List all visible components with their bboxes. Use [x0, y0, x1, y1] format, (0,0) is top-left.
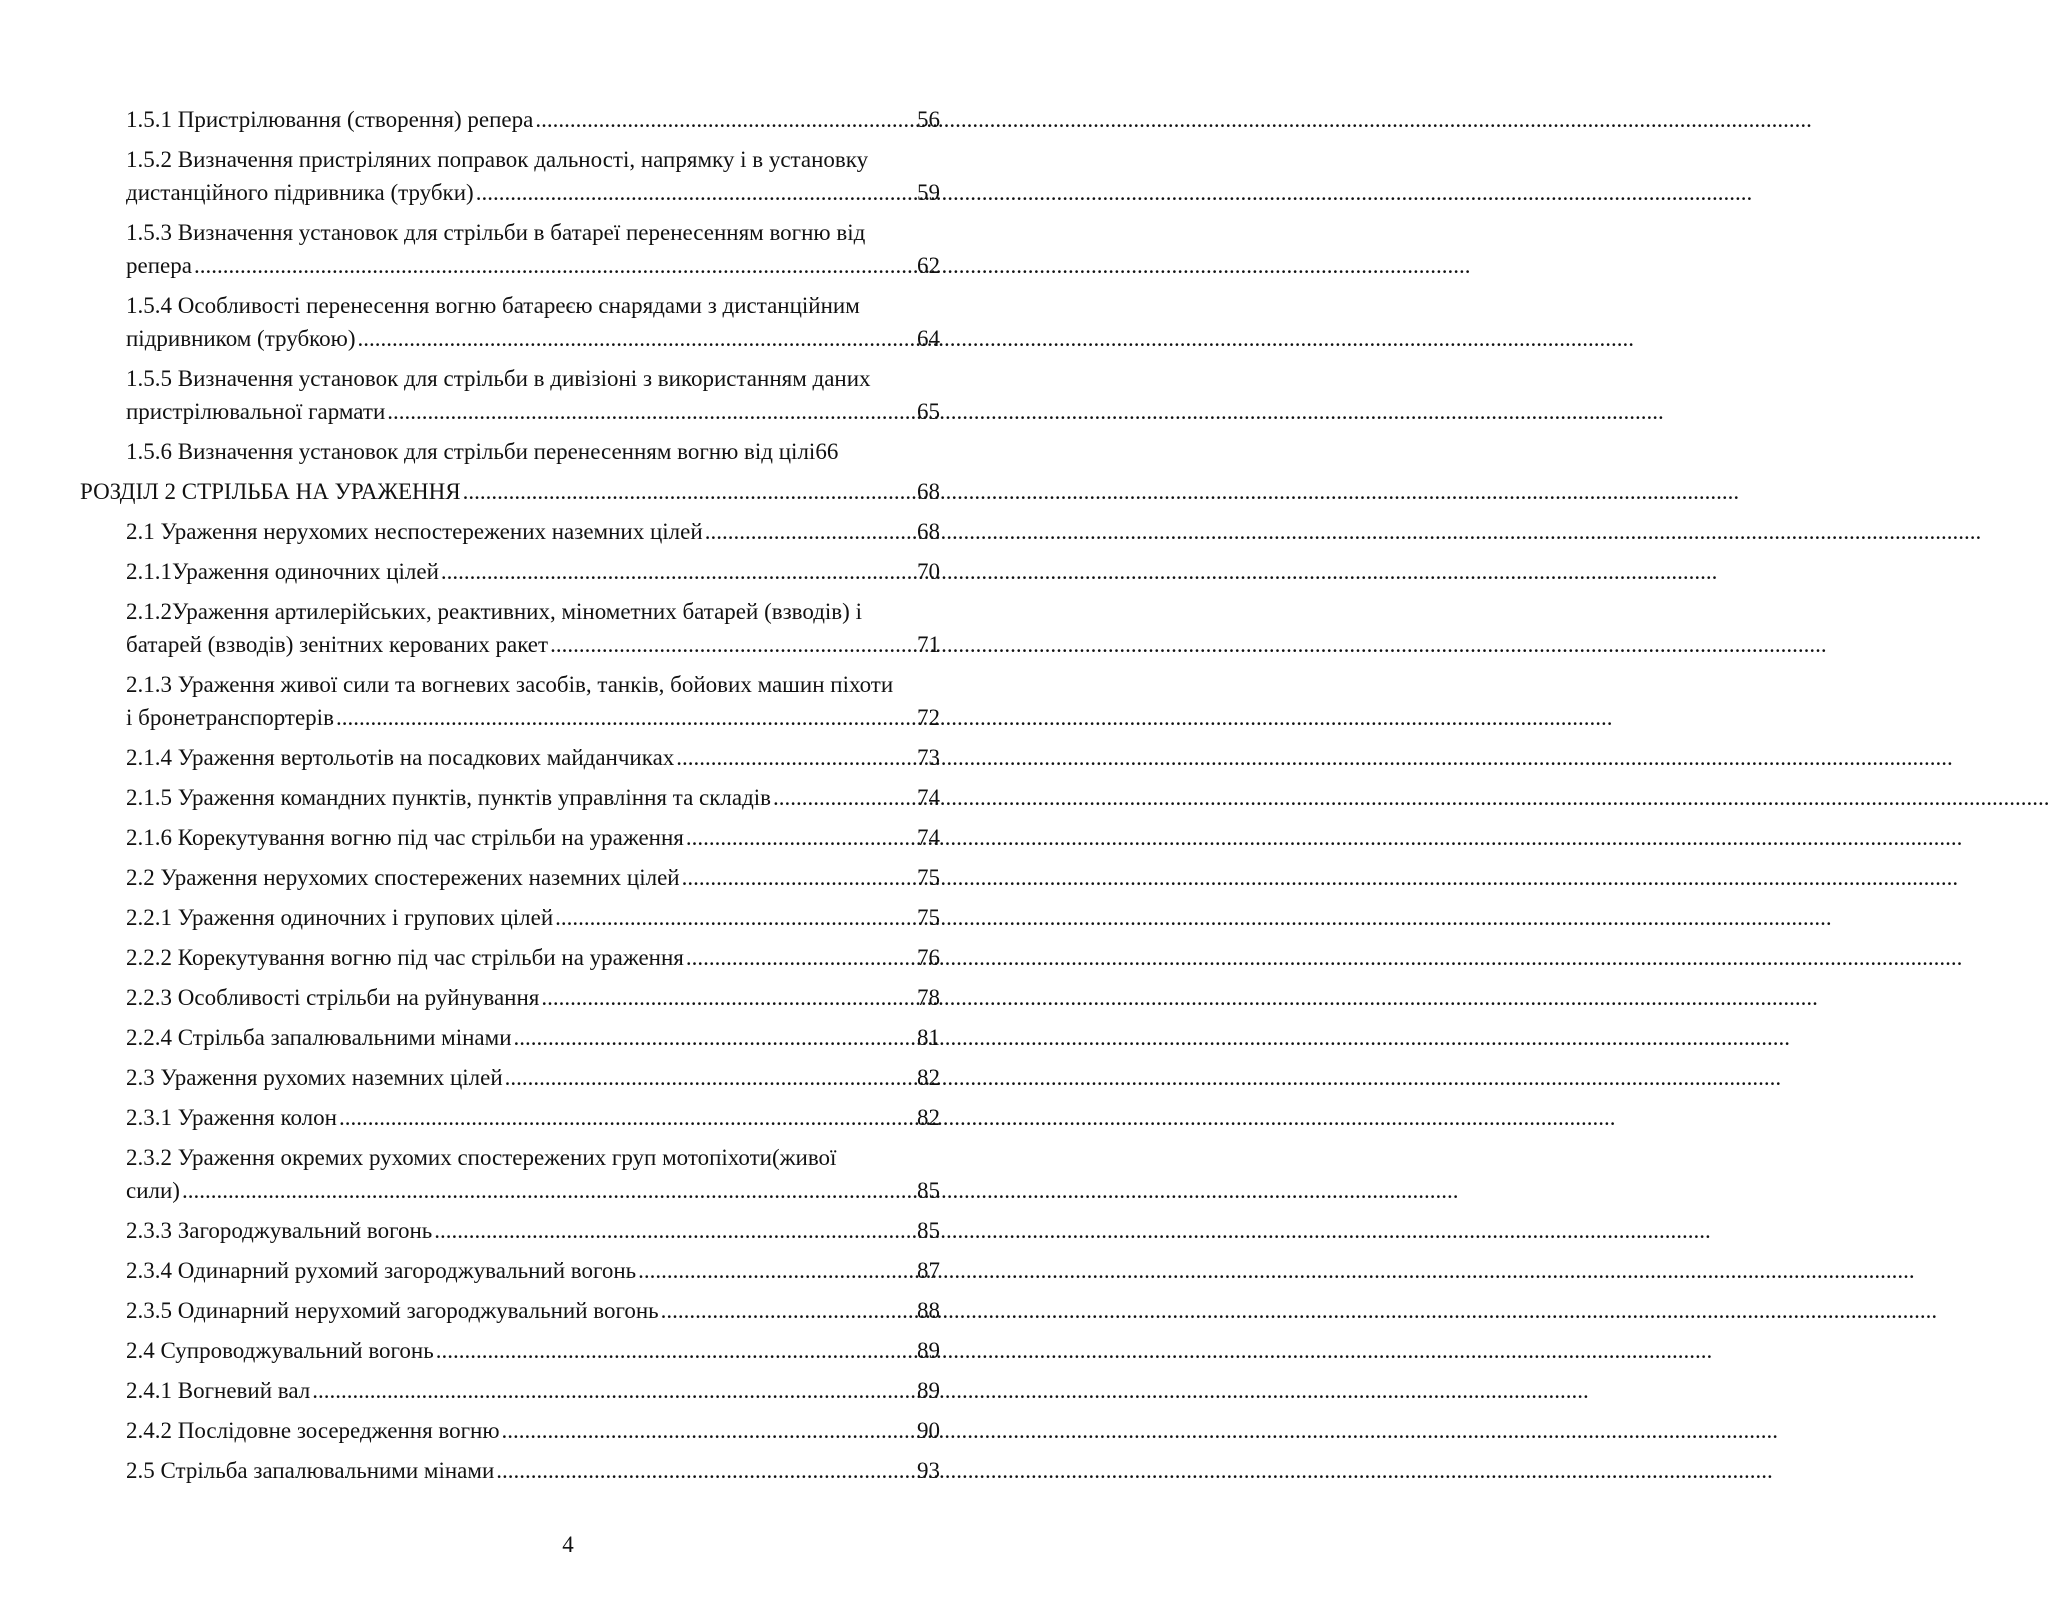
toc-entry-title: 2.1.1Ураження одиночних цілей [126, 559, 439, 584]
toc-page-number: 65 [917, 399, 940, 424]
toc-entry[interactable] [126, 1294, 940, 1327]
toc-entry-title: 2.1.5 Ураження командних пунктів, пунктів управління та складів [126, 785, 772, 810]
toc-leader-dots [441, 555, 915, 588]
toc-entry[interactable] [126, 435, 940, 468]
toc-entry-title: підривником (трубкою) [126, 326, 356, 351]
toc-leader-dots [436, 1334, 915, 1367]
toc-entry-title: 2.4 Супроводжувальний вогонь [126, 1338, 434, 1363]
toc-leader-dots [535, 103, 915, 136]
toc-leader-dots [336, 701, 915, 734]
toc-entry[interactable] [126, 941, 940, 974]
table-of-contents [80, 103, 940, 1494]
toc-entry[interactable] [126, 1141, 940, 1207]
toc-entry[interactable] [126, 781, 940, 814]
toc-entry-line: 1.5.4 Особливості перенесення вогню батареєю снарядами з дистанційним [126, 293, 860, 318]
toc-page-number: 72 [917, 705, 940, 730]
toc-page-number: 85 [917, 1178, 940, 1203]
toc-page-number: 62 [917, 253, 940, 278]
toc-entry-title: 2.2 Ураження нерухомих спостережених наземних цілей [126, 865, 680, 890]
toc-leader-dots [541, 981, 915, 1014]
toc-page-number: 68 [917, 479, 940, 504]
toc-page-number: 71 [917, 632, 940, 657]
toc-leader-dots [661, 1294, 915, 1327]
toc-entry-line: 2.1.3 Ураження живої сили та вогневих засобів, танків, бойових машин піхоти [126, 672, 894, 697]
toc-entry[interactable] [126, 861, 940, 894]
toc-entry-title: 2.3.4 Одинарний рухомий загороджувальний вогонь [126, 1258, 637, 1283]
toc-page-number: 74 [917, 825, 940, 850]
toc-page-number: 59 [917, 180, 940, 205]
toc-leader-dots [555, 901, 915, 934]
toc-page-number: 88 [917, 1298, 940, 1323]
toc-page-number: 75 [917, 905, 940, 930]
toc-entry[interactable] [126, 981, 940, 1014]
toc-leader-dots [505, 1061, 915, 1094]
toc-leader-dots [682, 861, 915, 894]
toc-entry-title: 2.2.4 Стрільба запалювальними мінами [126, 1025, 512, 1050]
toc-entry-title: 2.1.6 Корекутування вогню під час стрільби на ураження [126, 825, 684, 850]
page-number: 4 [562, 1532, 574, 1557]
toc-leader-dots [463, 475, 915, 508]
toc-entry-line: 2.3.2 Ураження окремих рухомих спостережених груп мотопіхоти(живої [126, 1145, 837, 1170]
toc-page-number: 82 [917, 1105, 940, 1130]
toc-leader-dots [676, 741, 915, 774]
toc-entry-line: 1.5.2 Визначення пристріляних поправок дальності, напрямку і в установку [126, 147, 869, 172]
toc-entry-title: 2.4.2 Послідовне зосередження вогню [126, 1418, 500, 1443]
toc-entry-title: 2.1.4 Ураження вертольотів на посадкових майданчиках [126, 745, 675, 770]
toc-leader-dots [502, 1414, 915, 1447]
toc-page-number: 64 [917, 326, 940, 351]
toc-entry-title: РОЗДІЛ 2 СТРІЛЬБА НА УРАЖЕННЯ [80, 479, 461, 504]
toc-entry[interactable] [126, 1061, 940, 1094]
toc-leader-dots [686, 941, 915, 974]
toc-leader-dots [182, 1174, 915, 1207]
toc-page-number: 68 [917, 519, 940, 544]
toc-leader-dots [194, 249, 915, 282]
toc-entry[interactable] [126, 901, 940, 934]
toc-entry[interactable] [126, 143, 940, 209]
toc-entry[interactable] [126, 741, 940, 774]
toc-entry-line: 2.1.2Ураження артилерійських, реактивних, мінометних батарей (взводів) і [126, 599, 862, 624]
toc-leader-dots [773, 781, 915, 814]
toc-entry[interactable] [126, 1374, 940, 1407]
toc-entry-line: 1.5.3 Визначення установок для стрільби в батареї перенесенням вогню від [126, 220, 866, 245]
toc-entry-title: дистанційного підривника (трубки) [126, 180, 474, 205]
toc-leader-dots [434, 1214, 915, 1247]
toc-entry[interactable] [126, 1254, 940, 1287]
toc-page-number: 89 [917, 1338, 940, 1363]
toc-leader-dots [686, 821, 915, 854]
toc-entry[interactable] [126, 216, 940, 282]
toc-page-number: 76 [917, 945, 940, 970]
toc-entry[interactable] [126, 1414, 940, 1447]
toc-page-number: 81 [917, 1025, 940, 1050]
toc-page-number: 85 [917, 1218, 940, 1243]
toc-entry-title: 2.3.5 Одинарний нерухомий загороджувальний вогонь [126, 1298, 659, 1323]
toc-entry[interactable] [126, 362, 940, 428]
toc-entry[interactable] [126, 1334, 940, 1367]
toc-page-number: 78 [917, 985, 940, 1010]
toc-entry-title: і бронетранспортерів [126, 705, 334, 730]
toc-page-number: 89 [917, 1378, 940, 1403]
toc-entry-title: 2.2.3 Особливості стрільби на руйнування [126, 985, 540, 1010]
toc-entry-title: 2.5 Стрільба запалювальними мінами [126, 1458, 495, 1483]
toc-entry-title: 2.3.1 Ураження колон [126, 1105, 337, 1130]
toc-page-number: 82 [917, 1065, 940, 1090]
toc-entry-title: 2.3 Ураження рухомих наземних цілей [126, 1065, 503, 1090]
toc-entry-title: 1.5.1 Пристрілювання (створення) репера [126, 107, 534, 132]
toc-page-number: 56 [917, 107, 940, 132]
toc-page-number: 93 [917, 1458, 940, 1483]
toc-leader-dots [496, 1454, 915, 1487]
toc-entry[interactable] [126, 1021, 940, 1054]
toc-entry[interactable] [126, 1214, 940, 1247]
toc-leader-dots [705, 515, 915, 548]
toc-leader-dots [514, 1021, 916, 1054]
toc-page-number: 87 [917, 1258, 940, 1283]
toc-leader-dots [550, 628, 915, 661]
toc-entry-title: 1.5.6 Визначення установок для стрільби перенесенням вогню від цілі [126, 439, 816, 464]
toc-leader-dots [638, 1254, 915, 1287]
toc-page-number: 66 [815, 439, 839, 464]
toc-entry[interactable] [126, 289, 940, 355]
toc-leader-dots [312, 1374, 915, 1407]
toc-entry-title: 2.1 Ураження нерухомих неспостережених наземних цілей [126, 519, 703, 544]
toc-leader-dots [339, 1101, 915, 1134]
toc-entry-title: 2.2.1 Ураження одиночних і групових цілей [126, 905, 554, 930]
toc-entry[interactable] [126, 515, 940, 548]
toc-entry-title: пристрілювальної гармати [126, 399, 386, 424]
toc-leader-dots [358, 322, 916, 355]
toc-page-number: 90 [917, 1418, 940, 1443]
toc-entry[interactable] [126, 555, 940, 588]
toc-entry[interactable] [126, 668, 940, 734]
toc-entry-title: 2.3.3 Загороджувальний вогонь [126, 1218, 433, 1243]
toc-entry-title: 2.4.1 Вогневий вал [126, 1378, 311, 1403]
toc-entry[interactable] [80, 475, 940, 508]
toc-page-number: 74 [917, 785, 940, 810]
toc-entry-title: репера [126, 253, 192, 278]
toc-leader-dots [387, 395, 915, 428]
toc-entry[interactable] [126, 821, 940, 854]
toc-page-number: 75 [917, 865, 940, 890]
toc-entry-title: батарей (взводів) зенітних керованих ракет [126, 632, 549, 657]
toc-entry-line: 1.5.5 Визначення установок для стрільби в дивізіоні з використанням даних [126, 366, 871, 391]
toc-entry-title: 2.2.2 Корекутування вогню під час стрільби на ураження [126, 945, 684, 970]
toc-entry[interactable] [126, 595, 940, 661]
toc-entry[interactable] [126, 103, 940, 136]
toc-leader-dots [476, 176, 915, 209]
toc-entry-title: сили) [126, 1178, 180, 1203]
toc-page-number: 73 [917, 745, 940, 770]
toc-entry[interactable] [126, 1101, 940, 1134]
toc-entry[interactable] [126, 1454, 940, 1487]
toc-page-number: 70 [917, 559, 940, 584]
